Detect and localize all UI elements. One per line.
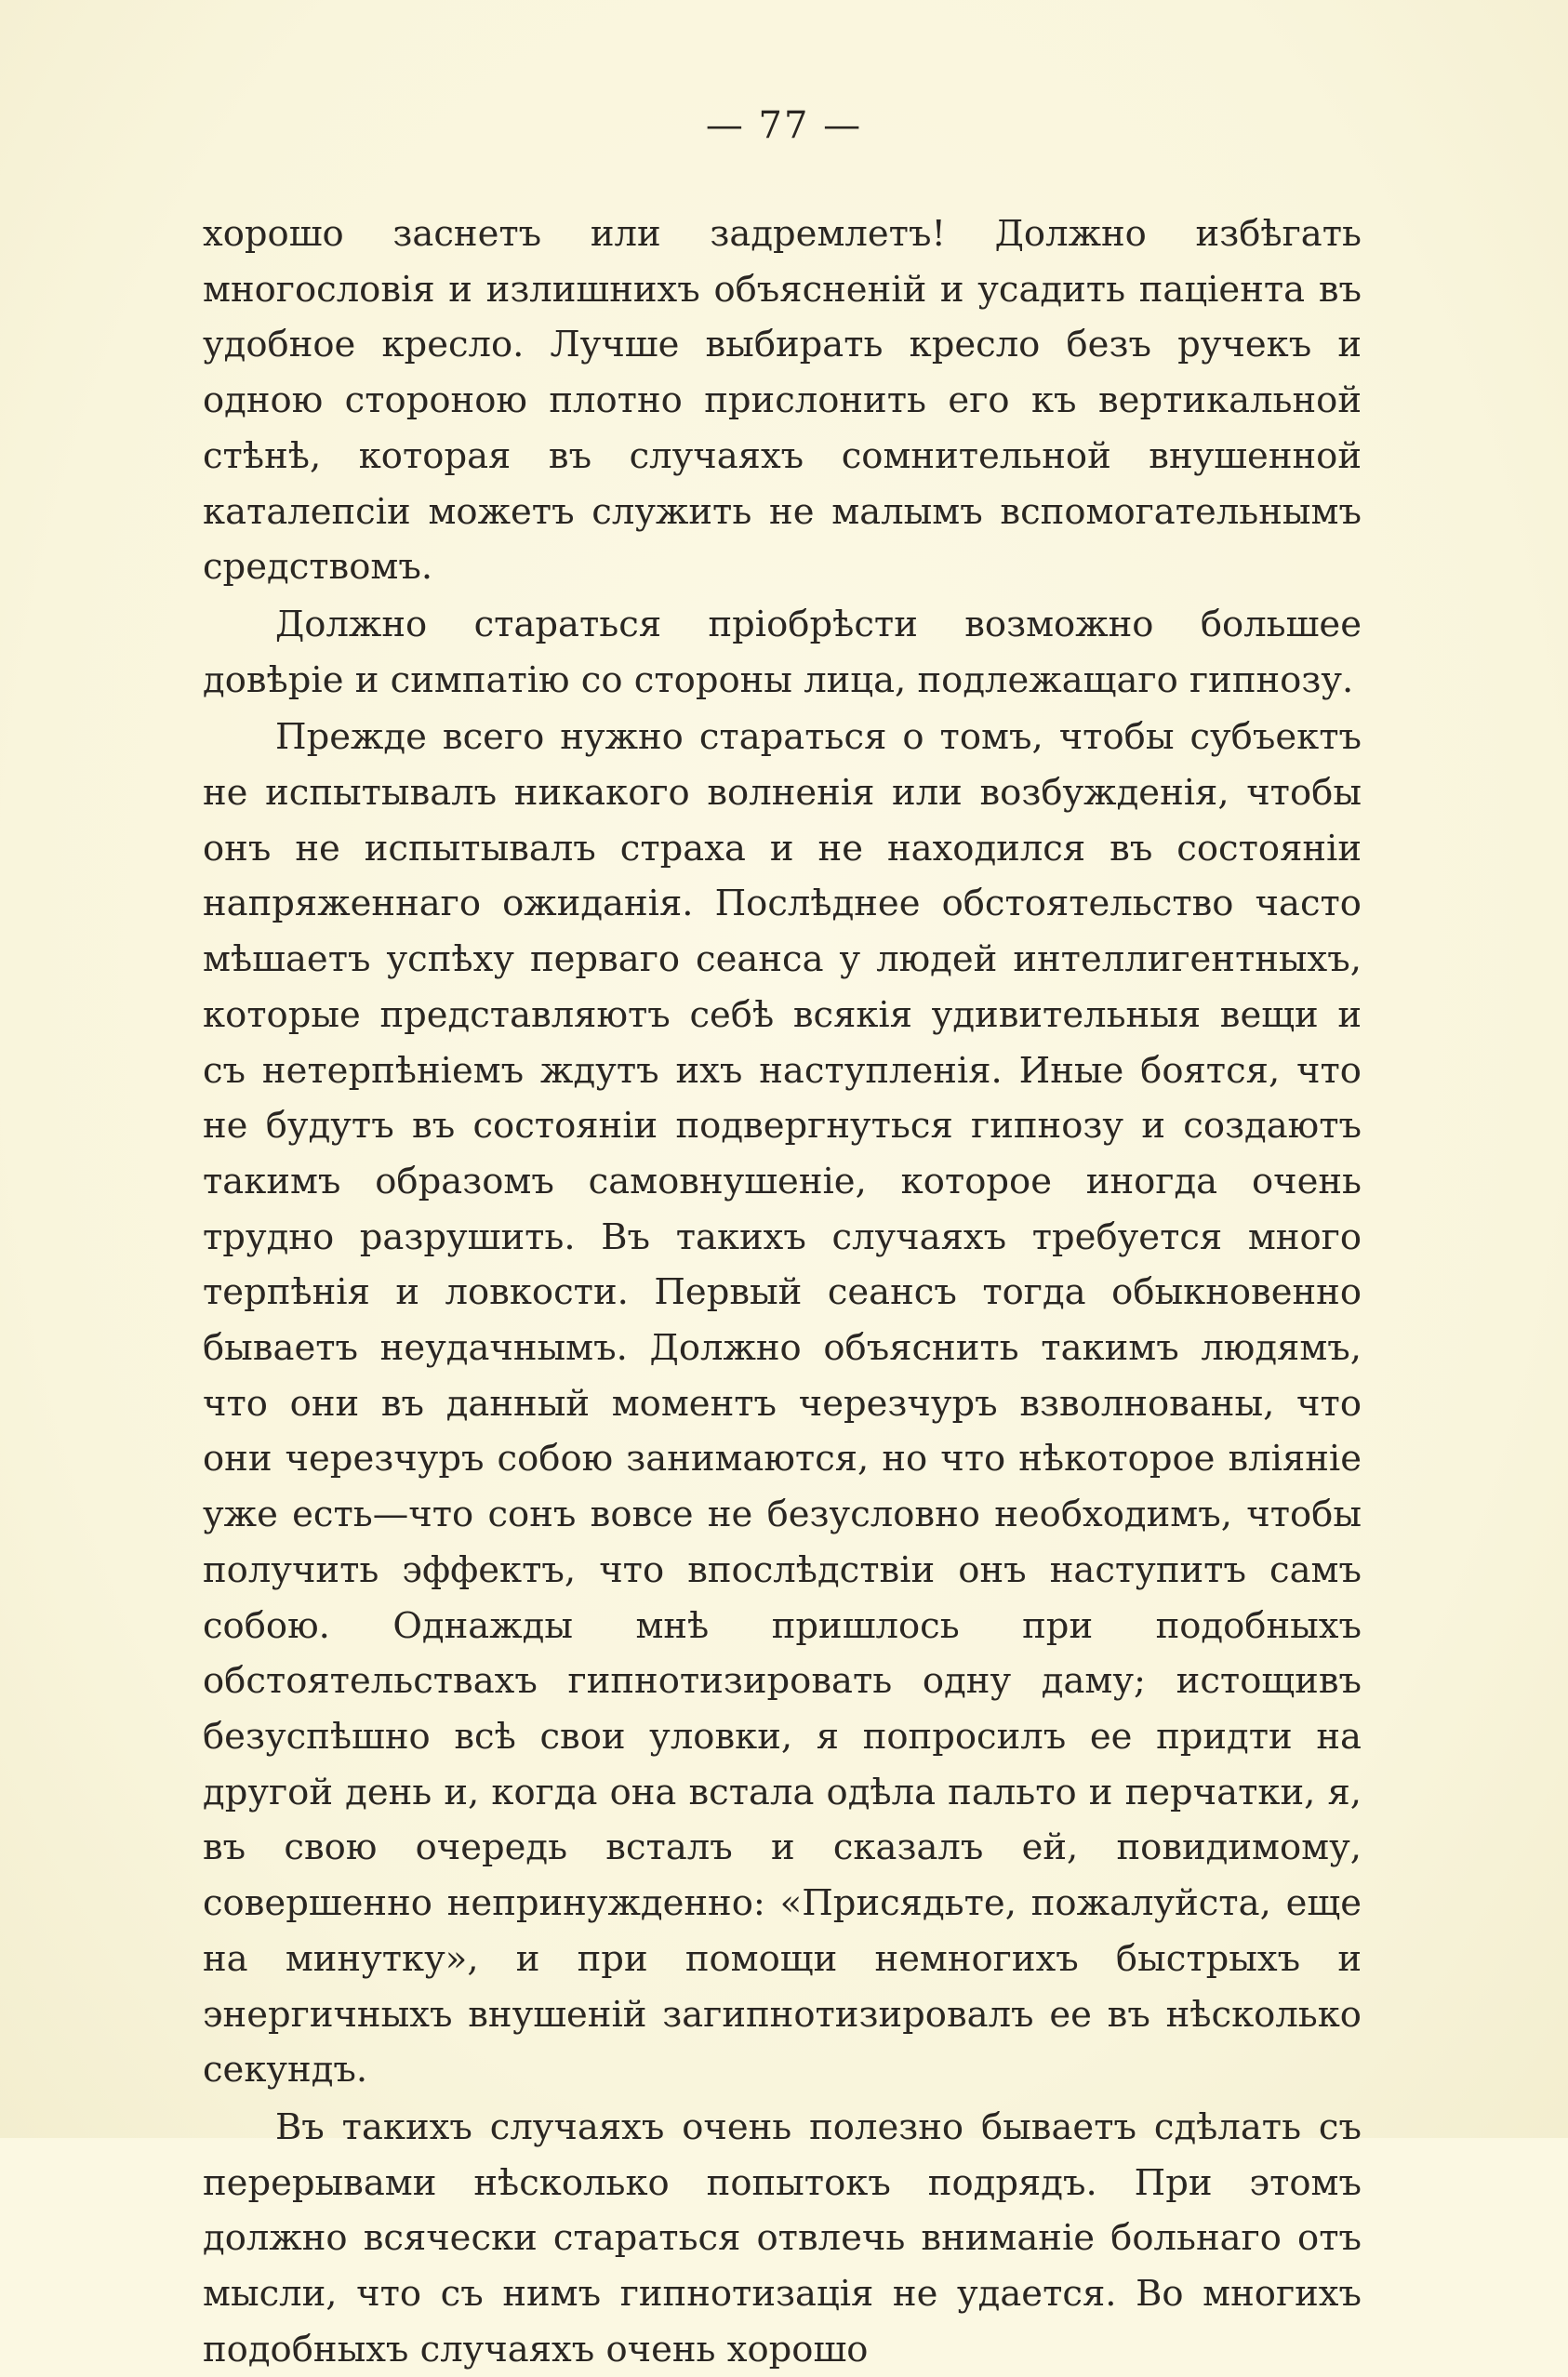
paragraph-2: Должно стараться пріобрѣсти возможно большее довѣріе и симпатію со стороны лица, подлежащаго гипнозу. bbox=[203, 603, 1362, 701]
body-text bbox=[203, 206, 1362, 2377]
paragraph-1: хорошо заснетъ или задремлетъ! Должно избѣгать многословія и излишнихъ объясненій и усадить паціента въ удобное кресло. Лучше выбирать кресло безъ ручекъ и одною стороною плотно прислонить его къ вертикальной стѣнѣ, которая въ случаяхъ сомнительной внушенной каталепсіи можетъ служить не малымъ вспомогательнымъ средствомъ. bbox=[203, 213, 1362, 589]
page-number: — 77 — bbox=[705, 104, 863, 147]
paragraph-3: Прежде всего нужно стараться о томъ, чтобы субъектъ не испытывалъ никакого волненія или возбужденія, чтобы онъ не испытывалъ страха и не находился въ состояніи напряженнаго ожиданія. Послѣднее обстоятельство часто мѣшаетъ успѣху перваго сеанса у людей интеллигентныхъ, которые представляютъ себѣ всякія удивительныя вещи и съ нетерпѣніемъ ждутъ ихъ наступленія. Иные боятся, что не будутъ въ состояніи подвергнуться гипнозу и создаютъ такимъ образомъ самовнушеніе, которое иногда очень трудно разрушить. Въ такихъ случаяхъ требуется много терпѣнія и ловкости. Первый сеансъ тогда обыкновенно бываетъ неудачнымъ. Должно объяснить такимъ людямъ, что они въ данный моментъ черезчуръ взволнованы, что они черезчуръ собою занимаются, но что нѣкоторое вліяніе уже есть—что сонъ вовсе не безусловно необходимъ, чтобы получить эффектъ, что впослѣдствіи онъ наступитъ самъ собою. Однажды мнѣ пришлось при подобныхъ обстоятельствахъ гипнотизировать одну даму; истощивъ безуспѣшно всѣ свои уловки, я попросилъ ее придти на другой день и, когда она встала одѣла пальто и перчатки, я, въ свою очередь всталъ и сказалъ ей, повидимому, совершенно непринужденно: «Присядьте, пожалуйста, еще на минутку», и при помощи немногихъ быстрыхъ и энергичныхъ внушеній загипнотизировалъ ее въ нѣсколько секундъ. bbox=[203, 716, 1362, 2091]
paragraph-4: Въ такихъ случаяхъ очень полезно бываетъ сдѣлать съ перерывами нѣсколько попытокъ подрядъ. При этомъ должно всячески стараться отвлечь вниманіе больнаго отъ мысли, что съ нимъ гипнотизація не удается. Во многихъ подобныхъ случаяхъ очень хорошо bbox=[203, 2105, 1362, 2370]
